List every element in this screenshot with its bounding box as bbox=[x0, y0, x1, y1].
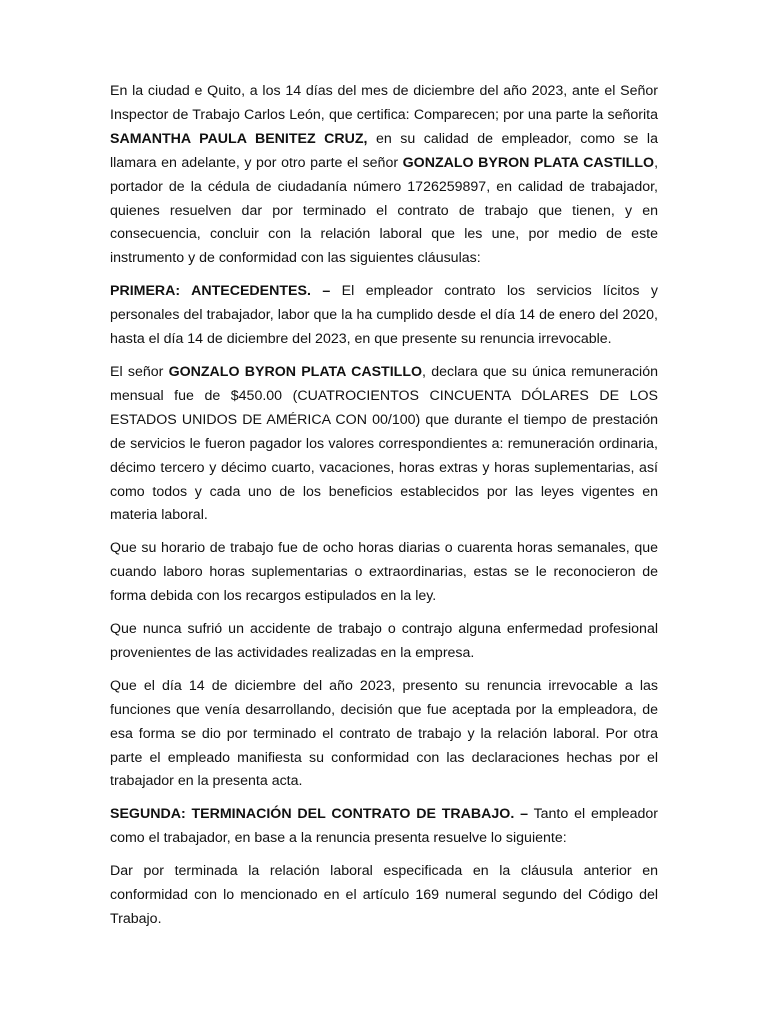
clause-first-heading: PRIMERA: ANTECEDENTES. – bbox=[110, 283, 331, 300]
clause-second-heading: SEGUNDA: TERMINACIÓN DEL CONTRATO DE TRABAJO. – bbox=[110, 806, 528, 823]
clause-first-paragraph bbox=[110, 280, 658, 352]
remuneration-text-1: El señor bbox=[110, 363, 169, 380]
clause-second-paragraph bbox=[110, 803, 658, 851]
clause-second-text: Tanto el empleador como el trabajador, en base a la renuncia presenta resuelve lo siguiente: bbox=[110, 806, 658, 847]
intro-paragraph bbox=[110, 80, 658, 271]
accident-paragraph: Que nunca sufrió un accidente de trabajo o contrajo alguna enfermedad profesional provenientes de las actividades realizadas en la empresa. bbox=[110, 621, 658, 661]
termination-paragraph: Dar por terminada la relación laboral especificada en la cláusula anterior en conformidad con lo mencionado en el artículo 169 numeral segundo del Código del Trabajo. bbox=[110, 863, 658, 927]
schedule-paragraph: Que su horario de trabajo fue de ocho horas diarias o cuarenta horas semanales, que cuando laboro horas suplementarias o extraordinarias, estas se le reconocieron de forma debida con los recargos estipulados en la ley. bbox=[110, 540, 658, 605]
intro-text-3: , portador de la cédula de ciudadanía número 1726259897, en calidad de trabajador, quienes resuelven dar por terminado el contrato de trabajo que tienen, y en consecuencia, concluir con la relación laboral que les une, por medio de este instrumento y de conformidad con las siguientes cláusulas: bbox=[110, 154, 659, 267]
employer-name: SAMANTHA PAULA BENITEZ CRUZ, bbox=[110, 130, 368, 147]
worker-name: GONZALO BYRON PLATA CASTILLO bbox=[402, 154, 655, 171]
clause-first-text: El empleador contrato los servicios lícitos y personales del trabajador, labor que la ha cumplido desde el día 14 de enero del 2020, hasta el día 14 de diciembre del 2023, en que presente su renuncia irrevocable. bbox=[110, 283, 658, 348]
resignation-paragraph: Que el día 14 de diciembre del año 2023, presento su renuncia irrevocable a las funciones que venía desarrollando, decisión que fue aceptada por la empleadora, de esa forma se dio por terminado el contrato de trabajo y la relación laboral. Por otra parte el empleado manifiesta su conformidad con las declaraciones hechas por el trabajador en la presenta acta. bbox=[110, 677, 658, 790]
worker-name-repeat: GONZALO BYRON PLATA CASTILLO bbox=[168, 363, 423, 380]
remuneration-paragraph bbox=[110, 361, 658, 528]
intro-text-1: En la ciudad e Quito, a los 14 días del mes de diciembre del año 2023, ante el Señor Inspector de Trabajo Carlos León, que certifica: Comparecen; por una parte la señorita bbox=[110, 83, 658, 123]
intro-text-2: en su calidad de empleador, como se la llamara en adelante, y por otro parte el señor bbox=[110, 130, 658, 171]
document-body bbox=[110, 80, 658, 941]
remuneration-text-2: , declara que su única remuneración mensual fue de $450.00 (CUATROCIENTOS CINCUENTA DÓLARES DE LOS ESTADOS UNIDOS DE AMÉRICA CON 00/100) que durante el tiempo de prestación de servicios le fueron pagador los valores correspondientes a: remuneración ordinaria, décimo tercero y décimo cuarto, vacaciones, horas extras y horas suplementarias, así como todos y cada uno de los beneficios establecidos por las leyes vigentes en materia laboral. bbox=[110, 363, 658, 524]
